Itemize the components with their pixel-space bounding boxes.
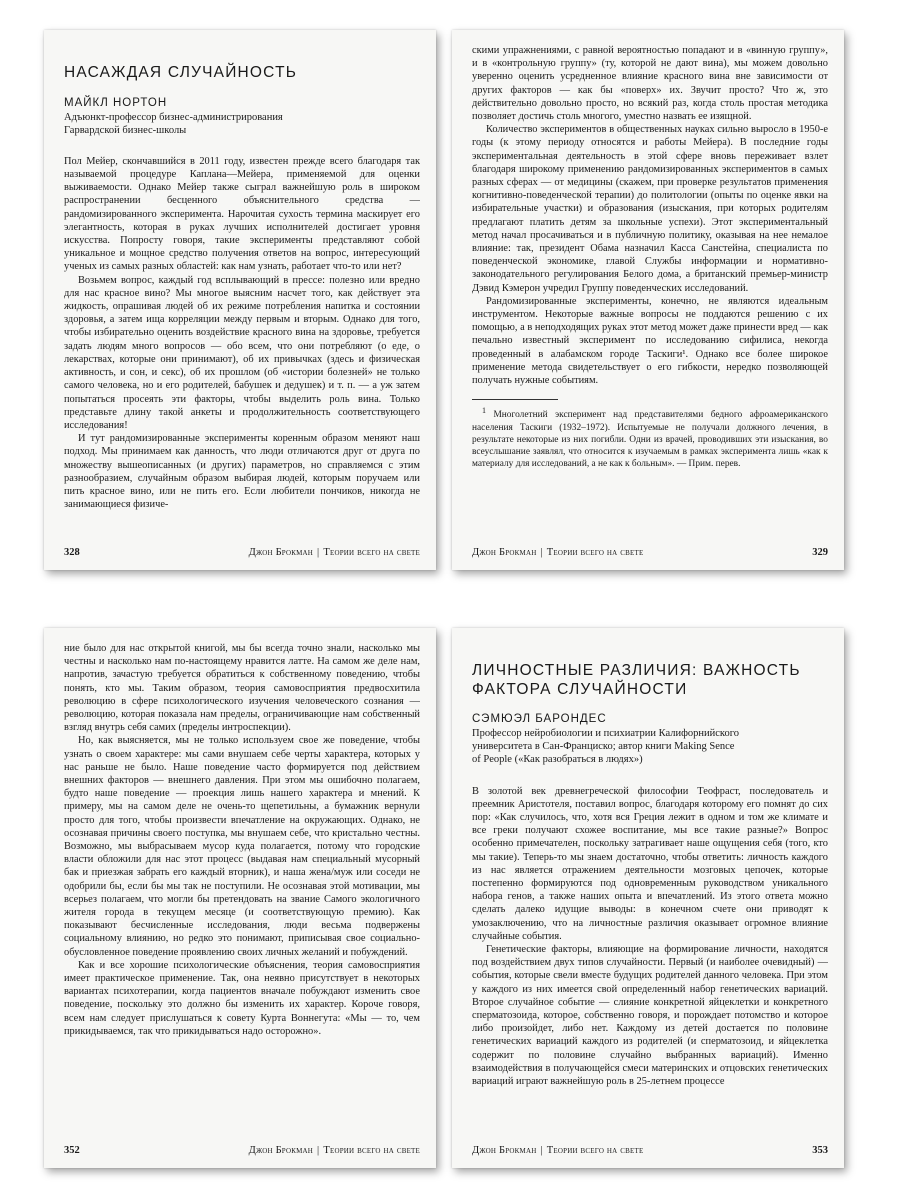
running-footer: Джон Брокман | Теории всего на свете xyxy=(248,1145,420,1156)
author-affiliation xyxy=(64,111,420,137)
page-number: 328 xyxy=(64,547,80,558)
affiliation-line: of People («Как разобраться в людях») xyxy=(472,754,643,766)
affiliation-line: университета в Сан-Франциско; автор книги Making Sence xyxy=(472,741,735,753)
paragraph: И тут рандомизированные эксперименты коренным образом меняют наш подход. Мы принимаем как данность, что люди отличаются друг от друга по множеству вышеописанных (и других) параметров, но справляемся с этим разнообразием, случайным образом выбирая людей, которым поручаем или пить красное вино, или не пить его. Если любители пончиков, никогда не занимающиеся физиче- xyxy=(64,433,420,511)
running-title: Теории всего на свете xyxy=(546,547,644,558)
page-footer xyxy=(472,1145,828,1156)
page-352 xyxy=(44,628,436,1168)
affiliation-line: Профессор нейробиологии и психиатрии Калифорнийского xyxy=(472,728,740,740)
page-footer xyxy=(472,547,828,558)
chapter-title: ЛИЧНОСТНЫЕ РАЗЛИЧИЯ: ВАЖНОСТЬ ФАКТОРА СЛУЧАЙНОСТИ xyxy=(472,662,801,698)
footnote-mark: 1 xyxy=(482,406,486,416)
page-353 xyxy=(452,628,844,1168)
running-author: Джон Брокман xyxy=(248,1145,314,1156)
running-title: Теории всего на свете xyxy=(546,1145,644,1156)
affiliation-line: Адъюнкт-профессор бизнес-администрирования xyxy=(64,111,283,123)
paragraph: Генетические факторы, влияющие на формирование личности, находятся под воздействием двух типов случайности. Первый (и наиболее очевидный) — события, которые свели вместе будущих родителей данного человека. При этом у каждого из них имеется свой определенный набор генетических вариаций. Второе случайное событие — слияние конкретной яйцеклетки и конкретного сперматозоида, которое, собственно говоря, и порождает потомство и которое либо произойдет, либо нет. Каждому из детей достается по половине генетических вариаций каждого из родителей (и сперматозоид, и яйцеклетка содержит по половине случайно выбранных вариаций). Именно взаимодействия в получающейся смеси материнских и отцовских генетических вариаций играют важнейшую роль в 25-летнем процессе xyxy=(472,944,828,1088)
page-number: 352 xyxy=(64,1145,80,1156)
page-footer xyxy=(64,1145,420,1156)
footnote-text: Многолетний эксперимент над представителями бедного афроамериканского населения Таскиги (1932–1972). Испытуемые не получали должного лечения, в результате некоторые из них погибли. Одни из врачей, проводивших эти изыскания, во всеуслышание заявлял, что относится к изучаемым в рамках эксперимента лишь «как к материалу для исследований, а не как к больным». — Прим. перев. xyxy=(472,410,828,470)
paragraph: Как и все хорошие психологические объяснения, теория самовосприятия имеет практическое применение. Так, она неявно присутствует в некоторых вариантах психотерапии, когда пациентов вначале побуждают изменить свое поведение, поскольку это должно бы изменить их характер. Короче говоря, всем нам следует прислушаться к совету Курта Воннегута: «Мы — то, чем прикидываемся, так что прикидываться надо осторожно». xyxy=(64,959,420,1037)
running-footer: Джон Брокман | Теории всего на свете xyxy=(248,547,420,558)
paragraph: Возьмем вопрос, каждый год всплывающий в прессе: полезно или вредно для нас красное вино? Мы многое выясним насчет того, как действует эта жидкость, опрашивая людей об их режиме потребления напитка и состоянии здоровья, а затем ища корреляции между первым и вторым. Однако для того, чтобы избирательно оценить воздействие красного вина на здоровье, требуется задать людям много вопросов — обо всем, что они потребляют (о еде, о лекарствах, которые они принимают), об их привычках (здесь и физическая активность, и сон, и секс), об их прошлом (об «истории болезней» не только самого человека, но и его родителей, бабушек и дедушек) и т. п. — а уж затем попытаться просеять эти факторы, чтобы выделить роль вина. Только представьте длину такой анкеты и продолжительность соответствующего исследования! xyxy=(64,274,420,431)
paragraph: Но, как выясняется, мы не только используем свое же поведение, чтобы узнать о своем характере: мы сами внушаем себе черты характера, которых у нас раньше не было. Наше поведение часто формируется под действием внешних факторов — внешнего давления. При этом мы ошибочно полагаем, будто наше поведение — проекция лишь нашего характера и мнений. К примеру, мы на самом деле не очень-то щепетильны, а бумажник вернули просто для того, чтобы произвести впечатление на окружающих. Однако, не осознавая причины своего поступка, мы внушаем себе, что кристально честны. Возможно, мы выбрасываем мусор куда полагается, потому что городские власти обложили для нас этот процесс (выдавая нам специальный мусорный бак и приезжая забрать его каждый вторник), и наша жена/муж или соседи не одобрили бы, если бы мы так не поступили. Не осознавая этой мотивации, мы всерьез полагаем, что могли бы претендовать на звание Самого экологичного жителя города в текущем месяце (и соответствующую премию). Как показывают бесчисленные исследования, люди весьма подвержены социальному влиянию, но редко это понимают, приписывая свое социально-обусловленное поведение проявлению своих личных желаний и побуждений. xyxy=(64,735,420,958)
page-number: 329 xyxy=(812,547,828,558)
running-author: Джон Брокман xyxy=(248,547,314,558)
page-number: 353 xyxy=(812,1145,828,1156)
paragraph: Пол Мейер, скончавшийся в 2011 году, известен прежде всего благодаря так называемой процедуре Каплана—Мейера, применяемой для оценки выживаемости. Однако Мейер также сыграл важнейшую роль в широком распространении бесценного объяснительного средства — рандомизированного эксперимента. Нарочитая сухость термина маскирует его элегантность, которая в руках лучших исполнителей достигает уровня искусства. Попросту говоря, такие эксперименты представляют собой уникальное и мощное средство получения ответов на вопрос, интересующий ученых из самых разных областей: как нам узнать, работает что-то или нет? xyxy=(64,155,420,273)
running-title: Теории всего на свете xyxy=(323,547,420,558)
page-329-body xyxy=(472,44,828,534)
paragraph: ние было для нас открытой книгой, мы бы всегда точно знали, насколько мы честны и насколько нам по-настоящему нравится латте. На самом же деле нам, напротив, зачастую требуется обратиться к собственному поведению, чтобы понять, кто мы. Таким образом, теория самовосприятия предвосхитила революцию в сфере психологического изучения человеческого сознания — революцию, которая показала нам пределы, ограничивающие нам собственный взгляд внутрь себя самих (пределы интроспекции). xyxy=(64,643,420,734)
running-author: Джон Брокман xyxy=(472,1145,537,1156)
page-329 xyxy=(452,30,844,570)
running-author: Джон Брокман xyxy=(472,547,537,558)
running-footer: Джон Брокман | Теории всего на свете xyxy=(472,547,644,558)
page-328-body xyxy=(64,50,420,534)
page-328 xyxy=(44,30,436,570)
paragraph: Рандомизированные эксперименты, конечно, не являются идеальным инструментом. Некоторые важные вопросы не поддаются решению с их помощью, а в неподходящих руках этот метод может даже принести вред — как печально известный эксперимент по исследованию сифилиса, некогда проведенный в алабамском городе Таскиги¹. Однако все более широкое применение метода свидетельствует о его гибкости, нередко позволяющей получать нужные событиям. xyxy=(472,295,828,387)
paragraph: скими упражнениями, с равной вероятностью попадают и в «винную группу», и в «контрольную группу» (ту, которой не дают вина), мы можем довольно уверенно оценить усредненное влияние красного вина вне зависимости от других факторов — как бы «поверх» их. Звучит просто? Что ж, это действительно довольно просто, но всякий раз, когда столь простая методика позволяет достичь столь многого, уместно назвать ее изящной. xyxy=(472,45,828,123)
page-353-body xyxy=(472,648,828,1132)
footnote-rule xyxy=(472,399,558,400)
page-352-body xyxy=(64,642,420,1132)
running-footer: Джон Брокман | Теории всего на свете xyxy=(472,1145,644,1156)
footnote xyxy=(472,406,828,470)
page-footer xyxy=(64,547,420,558)
affiliation-line: Гарвардской бизнес-школы xyxy=(64,124,187,136)
chapter-author: МАЙКЛ НОРТОН xyxy=(64,96,168,109)
paragraph: Количество экспериментов в общественных науках сильно выросло в 1950-е годы (к этому периоду относятся и работы Мейера). В последние годы экспериментальная деятельность в этой сфере вновь переживает взлет благодаря широкому применению рандомизированных экспериментов в самых разных сферах — от медицины (скажем, при проверке результатов применения когнитивно-поведенческой терапии) до политологии (опыты по оценке явки на избирательные участки) и образования (изыскания, при которых родителям предлагают платить детям за школьные успехи). Этот экспериментальный метод начал просачиваться и в публичную политику, оказывая на нее немалое влияние: так, президент Обама назначил Касса Санстейна, специалиста по поведенческой экономике, главой Службы информации и нормативно-законодательного регулирования Белого дома, а британский премьер-министр Дэвид Кэмерон учредил Группу поведенческих исследований. xyxy=(472,124,828,294)
author-affiliation xyxy=(472,727,828,766)
paragraph: В золотой век древнегреческой философии Теофраст, последователь и преемник Аристотеля, поставил вопрос, благодаря которому его помнят до сих пор: «Как случилось, что, хотя вся Греция лежит в одном и том же климате и все греки получают схожее воспитание, мы все такие разные?» Вопрос особенно примечателен, поскольку затрагивает наше ощущения себя (того, кто мы такие). Теперь-то мы знаем достаточно, чтобы ответить: личность каждого из нас является отражением деятельности мозговых цепочек, которые постепенно формируются под одновременным руководством уникального набора генов, а также наших опыта и впечатлений. Из этого ответа можно сделать далеко идущие выводы: в конечном счете они приводят к умозаключению, что на личностные различия оказывает огромное влияние случайные события. xyxy=(472,785,828,942)
running-title: Теории всего на свете xyxy=(323,1145,420,1156)
chapter-author: СЭМЮЭЛ БАРОНДЕС xyxy=(472,713,607,726)
chapter-title: НАСАЖДАЯ СЛУЧАЙНОСТЬ xyxy=(64,64,298,81)
